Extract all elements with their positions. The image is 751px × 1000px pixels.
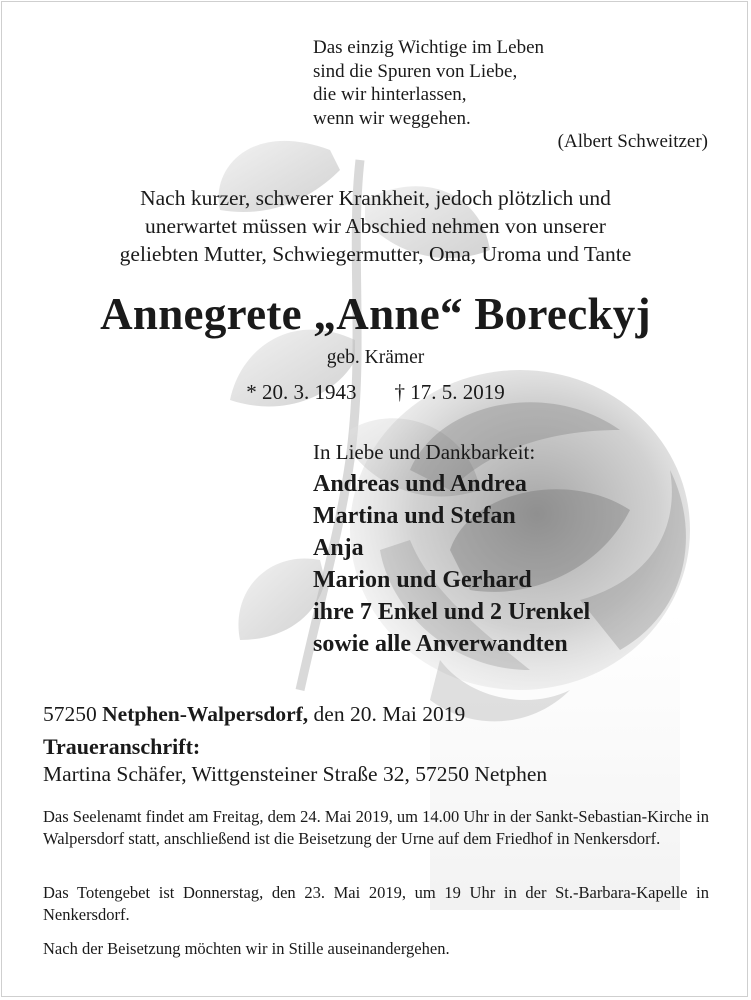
town: Netphen-Walpersdorf, (102, 702, 309, 726)
deceased-name: Annegrete „Anne“ Boreckyj (100, 289, 651, 339)
quote-line: Das einzig Wichtige im Leben (313, 37, 545, 58)
intro-line: unerwartet müssen wir Abschied nehmen von unserer (145, 214, 606, 238)
quote-line: die wir hinterlassen, (313, 84, 467, 105)
birth-date: * 20. 3. 1943 (246, 380, 357, 404)
closing-note: Nach der Beisetzung möchten wir in Stille auseinandergehen. (43, 939, 450, 958)
mourner-name: Andreas und Andrea (313, 471, 527, 497)
maiden-name: geb. Krämer (326, 347, 425, 368)
mourner-name: sowie alle Anverwandten (313, 631, 568, 657)
intro-line: geliebten Mutter, Schwiegermutter, Oma, Uroma und Tante (119, 242, 632, 266)
mourner-name: Martina und Stefan (313, 503, 516, 529)
mourners-lead: In Liebe und Dankbarkeit: (313, 440, 536, 464)
mourner-name: ihre 7 Enkel und 2 Urenkel (313, 599, 591, 625)
mourner-name: Marion und Gerhard (313, 567, 532, 593)
notice-date: den 20. Mai 2019 (313, 702, 466, 726)
quote-line: wenn wir weggehen. (313, 107, 471, 129)
life-dates (20, 378, 731, 406)
prayer-note: Das Totengebet ist Donnerstag, den 23. Mai 2019, um 19 Uhr in der St.-Barbara-Kapelle in Nenkersdorf. (43, 883, 709, 924)
mourning-address: Martina Schäfer, Wittgensteiner Straße 32, 57250 Netphen (43, 762, 548, 786)
funeral-mass-note: Das Seelenamt findet am Freitag, dem 24. Mai 2019, um 14.00 Uhr in der Sankt-Sebastian-Kirche in Walpersdorf statt, anschließend ist die Beisetzung der Urne auf dem Friedhof in Nenkersdorf. (43, 807, 709, 848)
mourning-address-title: Traueranschrift: (43, 734, 201, 759)
death-date: † 17. 5. 2019 (394, 380, 505, 404)
epigraph-quote (313, 36, 713, 154)
mourner-name: Anja (313, 535, 364, 561)
mourners-list (313, 438, 733, 660)
quote-line: sind die Spuren von Liebe, (313, 60, 518, 82)
postcode: 57250 (43, 702, 97, 726)
intro-text (40, 184, 711, 268)
place-date-line (43, 700, 723, 728)
quote-author: (Albert Schweitzer) (557, 131, 708, 152)
intro-line: Nach kurzer, schwerer Krankheit, jedoch plötzlich und (140, 186, 611, 210)
